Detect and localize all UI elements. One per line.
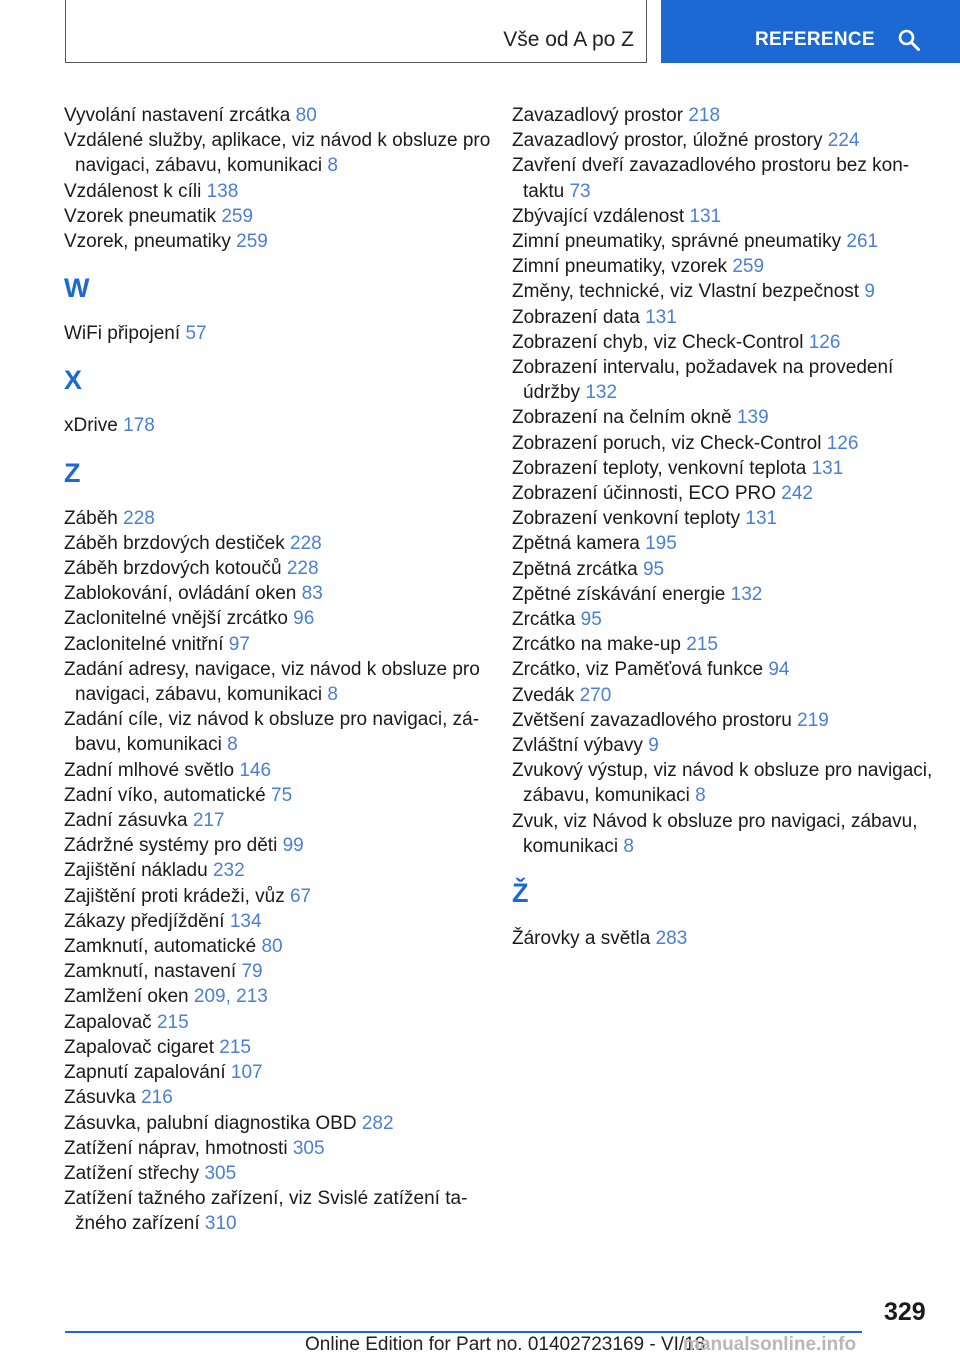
page-reference-link[interactable]: 139	[736, 407, 769, 429]
index-entry	[64, 531, 494, 556]
index-entry	[64, 204, 494, 229]
page-reference-link[interactable]: 95	[580, 609, 602, 631]
page-reference-link[interactable]: 217	[192, 810, 225, 832]
entry-text: Zapalovač	[64, 1011, 152, 1033]
page-reference-link[interactable]: 259	[221, 205, 254, 227]
entry-text: Žárovky a světla	[512, 928, 651, 950]
index-entry	[64, 179, 494, 204]
entry-text: Zobrazení chyb, viz Check-Control	[512, 331, 804, 353]
index-entry	[512, 355, 942, 405]
page-reference-link[interactable]: 8	[327, 155, 338, 177]
index-entry	[512, 254, 942, 279]
section-title: Vše od A po Z	[503, 28, 634, 51]
entry-text: Zvedák	[512, 684, 575, 706]
page-reference-link[interactable]: 259	[732, 256, 765, 278]
index-entry	[64, 858, 494, 883]
page-reference-link[interactable]: 8	[227, 734, 238, 756]
index-letter-heading: Ž	[512, 878, 529, 909]
index-letter-heading: W	[64, 273, 90, 304]
entry-text: WiFi připojení	[64, 323, 181, 345]
index-letter-heading: X	[64, 365, 83, 396]
index-entry	[512, 506, 942, 531]
index-entry	[64, 783, 494, 808]
index-entry	[512, 431, 942, 456]
entry-text: Zobrazení účinnosti, ECO PRO	[512, 483, 776, 505]
index-entry	[64, 103, 494, 128]
entry-text: Změny, technické, viz Vlastní bezpečnost	[512, 281, 860, 303]
entry-text: Zapalovač cigaret	[64, 1036, 214, 1058]
page-reference-link[interactable]: 215	[156, 1011, 189, 1033]
entry-text: Zobrazení na čelním okně	[512, 407, 732, 429]
page-reference-link[interactable]: 242	[781, 483, 813, 505]
entry-text: Záběh brzdových kotoučů	[64, 558, 282, 580]
page-reference-link[interactable]: 232	[212, 860, 245, 882]
page-reference-link[interactable]: 178	[123, 415, 155, 437]
index-entry	[64, 128, 494, 178]
index-entry	[512, 683, 942, 708]
page-reference-link[interactable]: 228	[123, 507, 155, 529]
index-entry	[64, 556, 494, 581]
page-reference-link[interactable]: 131	[645, 306, 677, 328]
entry-text: Zrcátko, viz Paměťová funkce	[512, 659, 764, 681]
entry-text: Zvukový výstup, viz návod k obsluze pro navigaci, zábavu, komunikaci	[512, 760, 933, 807]
entry-text: Záběh	[64, 507, 118, 529]
index-entry	[512, 305, 942, 330]
entry-text: Zajištění nákladu	[64, 860, 208, 882]
page-reference-link[interactable]: 73	[569, 180, 591, 202]
index-entry	[512, 405, 942, 430]
page-reference-link[interactable]: 132	[730, 583, 763, 605]
entry-text: Vzorek pneumatik	[64, 205, 217, 227]
index-entry	[512, 456, 942, 481]
index-entry	[64, 934, 494, 959]
index-entry	[512, 582, 942, 607]
page-reference-link[interactable]: 83	[301, 583, 323, 605]
index-column-left	[64, 103, 494, 1237]
page-reference-link[interactable]: 218	[688, 105, 721, 126]
entry-text: Vzdálené služby, aplikace, viz návod k obsluze pro navigaci, zábavu, komunikaci	[64, 130, 491, 177]
index-entry	[64, 984, 494, 1009]
index-entry	[512, 632, 942, 657]
page-reference-link[interactable]: 261	[846, 231, 879, 253]
entry-text: Zrcátka	[512, 609, 576, 631]
entry-text: Zatížení tažného zařízení, viz Svislé zatížení tažného zařízení	[64, 1188, 468, 1235]
page-reference-link[interactable]: 138	[206, 180, 239, 202]
index-column-right	[512, 103, 942, 951]
entry-text: Zobrazení intervalu, požadavek na provedení údržby	[512, 357, 894, 404]
entry-text: Vyvolání nastavení zrcátka	[64, 105, 291, 126]
header-section-box	[65, 0, 647, 63]
entry-text: Zvláštní výbavy	[512, 735, 643, 757]
page-reference-link[interactable]: 228	[290, 532, 322, 554]
page-reference-link[interactable]: 9	[864, 281, 875, 303]
page-reference-link[interactable]: 99	[282, 835, 304, 857]
index-entry	[64, 1186, 494, 1236]
index-entry	[64, 808, 494, 833]
index-entry	[512, 809, 942, 859]
entry-text: Zatížení náprav, hmotnosti	[64, 1137, 288, 1159]
entry-text: Zaclonitelné vnitřní	[64, 633, 224, 655]
page-reference-link[interactable]: 131	[745, 508, 778, 530]
index-letter-heading: Z	[64, 457, 81, 488]
index-entry	[64, 606, 494, 631]
index-entry	[512, 229, 942, 254]
index-entry	[512, 481, 942, 506]
entry-text: Zavření dveří zavazadlového prostoru bez kontaktu	[512, 155, 910, 202]
entry-text: Zrcátko na make-up	[512, 634, 681, 656]
index-entry	[64, 1136, 494, 1161]
search-icon[interactable]	[897, 28, 921, 52]
entry-text: Zavazadlový prostor	[512, 105, 684, 126]
page-reference-link[interactable]: 270	[579, 684, 612, 706]
index-entry	[64, 581, 494, 606]
index-entry	[512, 926, 942, 951]
index-entry	[64, 1161, 494, 1186]
entry-text: Zobrazení venkovní teploty	[512, 508, 741, 530]
page-reference-link[interactable]: 97	[228, 633, 250, 655]
entry-text: xDrive	[64, 415, 118, 437]
index-entry	[64, 707, 494, 757]
entry-text: Zobrazení teploty, venkovní teplota	[512, 457, 807, 479]
entry-text: Zapnutí zapalování	[64, 1062, 226, 1084]
page-reference-link[interactable]: 216	[141, 1087, 173, 1109]
index-entry	[64, 959, 494, 984]
page-reference-link[interactable]: 126	[808, 331, 841, 353]
entry-text: Zobrazení data	[512, 306, 640, 328]
index-entry	[512, 733, 942, 758]
entry-text: Zpětné získávání energie	[512, 583, 726, 605]
page-reference-link[interactable]: 215	[686, 634, 718, 656]
index-entry	[64, 1111, 494, 1136]
page-reference-link[interactable]: 8	[327, 684, 338, 706]
index-entry	[64, 884, 494, 909]
entry-text: Zajištění proti krádeži, vůz	[64, 885, 285, 907]
page-reference-link[interactable]: 131	[689, 205, 722, 227]
entry-text: Zavazadlový prostor, úložné prostory	[512, 130, 823, 152]
index-entry	[64, 1085, 494, 1110]
page-reference-link[interactable]: 75	[271, 784, 293, 806]
page-reference-link[interactable]: 305	[204, 1162, 237, 1184]
entry-text: Zpětná kamera	[512, 533, 640, 555]
index-entry	[64, 229, 494, 254]
edition-text: Online Edition for Part no. 01402723169 - VI/18	[305, 1334, 706, 1355]
page-reference-link[interactable]: 195	[645, 533, 677, 555]
index-entry	[64, 909, 494, 934]
page-reference-link[interactable]: 219	[797, 709, 829, 731]
entry-text: Záběh brzdových destiček	[64, 532, 285, 554]
page-reference-link[interactable]: 8	[623, 835, 634, 857]
page-reference-link[interactable]: 282	[361, 1112, 394, 1134]
index-entry	[512, 531, 942, 556]
index-entry	[512, 128, 942, 153]
index-entry	[64, 632, 494, 657]
page-reference-link[interactable]: 57	[185, 323, 207, 345]
entry-text: Zadání cíle, viz návod k obsluze pro navigaci, zábavu, komunikaci	[64, 709, 480, 756]
entry-text: Vzdálenost k cíli	[64, 180, 202, 202]
page-reference-link[interactable]: 94	[768, 659, 790, 681]
page-reference-link[interactable]: 107	[230, 1062, 263, 1084]
reference-tab[interactable]	[661, 0, 960, 63]
entry-text: Zobrazení poruch, viz Check-Control	[512, 432, 822, 454]
entry-text: Zvuk, viz Návod k obsluze pro navigaci, zábavu, komunikaci	[512, 810, 918, 857]
index-entry	[512, 758, 942, 808]
index-entry	[64, 1060, 494, 1085]
page-reference-link[interactable]: 134	[229, 910, 262, 932]
index-entry	[512, 330, 942, 355]
page-reference-link[interactable]: 310	[204, 1213, 237, 1235]
page-reference-link[interactable]: 126	[826, 432, 859, 454]
index-entry	[64, 1010, 494, 1035]
index-entry	[512, 708, 942, 733]
page-reference-link[interactable]: 224	[827, 130, 860, 152]
entry-text: Zimní pneumatiky, správné pneumatiky	[512, 231, 842, 253]
entry-text: Zásuvka, palubní diagnostika OBD	[64, 1112, 357, 1134]
entry-text: Zamknutí, automatické	[64, 936, 257, 958]
index-entry	[64, 758, 494, 783]
entry-text: Zadní zásuvka	[64, 810, 188, 832]
entry-text: Zvětšení zavazadlového prostoru	[512, 709, 792, 731]
entry-text: Zadání adresy, navigace, viz návod k obsluze pro navigaci, zábavu, komunikaci	[64, 658, 480, 706]
page-reference-link[interactable]: 79	[241, 961, 263, 983]
footer-divider	[65, 1331, 862, 1333]
index-entry	[64, 833, 494, 858]
page-reference-link[interactable]: 8	[695, 785, 706, 807]
page-reference-link[interactable]: 131	[811, 457, 844, 479]
index-entry	[512, 103, 942, 128]
entry-text: Zaclonitelné vnější zrcátko	[64, 608, 288, 630]
index-entry	[512, 607, 942, 632]
index-entry	[64, 413, 494, 438]
page-reference-link[interactable]: 80	[261, 936, 283, 958]
page-reference-link[interactable]: 95	[642, 558, 665, 580]
index-entry	[64, 1035, 494, 1060]
index-entry	[512, 153, 942, 203]
page-reference-link[interactable]: 228	[286, 558, 319, 580]
index-entry	[64, 657, 494, 707]
index-entry	[64, 506, 494, 531]
entry-text: Zádržné systémy pro děti	[64, 835, 278, 857]
index-entry	[512, 204, 942, 229]
page-reference-link[interactable]: 9	[648, 735, 659, 757]
page-reference-link[interactable]: 209, 213	[193, 986, 268, 1008]
page-reference-link[interactable]: 96	[293, 608, 315, 630]
watermark: manualsonline.info	[683, 1334, 857, 1355]
entry-text: Vzorek, pneumatiky	[64, 231, 231, 253]
page-reference-link[interactable]: 132	[585, 382, 618, 404]
index-entry	[512, 279, 942, 304]
page-reference-link[interactable]: 146	[239, 759, 272, 781]
entry-text: Zadní mlhové světlo	[64, 759, 235, 781]
page-number: 329	[884, 1298, 926, 1326]
entry-text: Zimní pneumatiky, vzorek	[512, 256, 728, 278]
index-entry	[512, 657, 942, 682]
page-reference-link[interactable]: 215	[219, 1036, 251, 1058]
entry-text: Zamlžení oken	[64, 986, 189, 1008]
entry-text: Zásuvka	[64, 1087, 136, 1109]
entry-text: Zadní víko, automatické	[64, 784, 266, 806]
entry-text: Zbývající vzdálenost	[512, 205, 685, 227]
entry-text: Zablokování, ovládání oken	[64, 583, 297, 605]
page-reference-link[interactable]: 67	[289, 885, 312, 907]
index-entry	[64, 321, 494, 346]
reference-label: REFERENCE	[755, 29, 875, 50]
entry-text: Zákazy předjíždění	[64, 910, 225, 932]
entry-text: Zatížení střechy	[64, 1162, 200, 1184]
page-reference-link[interactable]: 305	[292, 1137, 325, 1159]
entry-text: Zamknutí, nastavení	[64, 961, 237, 983]
page-reference-link[interactable]: 259	[236, 231, 268, 253]
index-entry	[512, 557, 942, 582]
page-reference-link[interactable]: 80	[295, 105, 317, 126]
entry-text: Zpětná zrcátka	[512, 558, 638, 580]
page-reference-link[interactable]: 283	[655, 928, 688, 950]
